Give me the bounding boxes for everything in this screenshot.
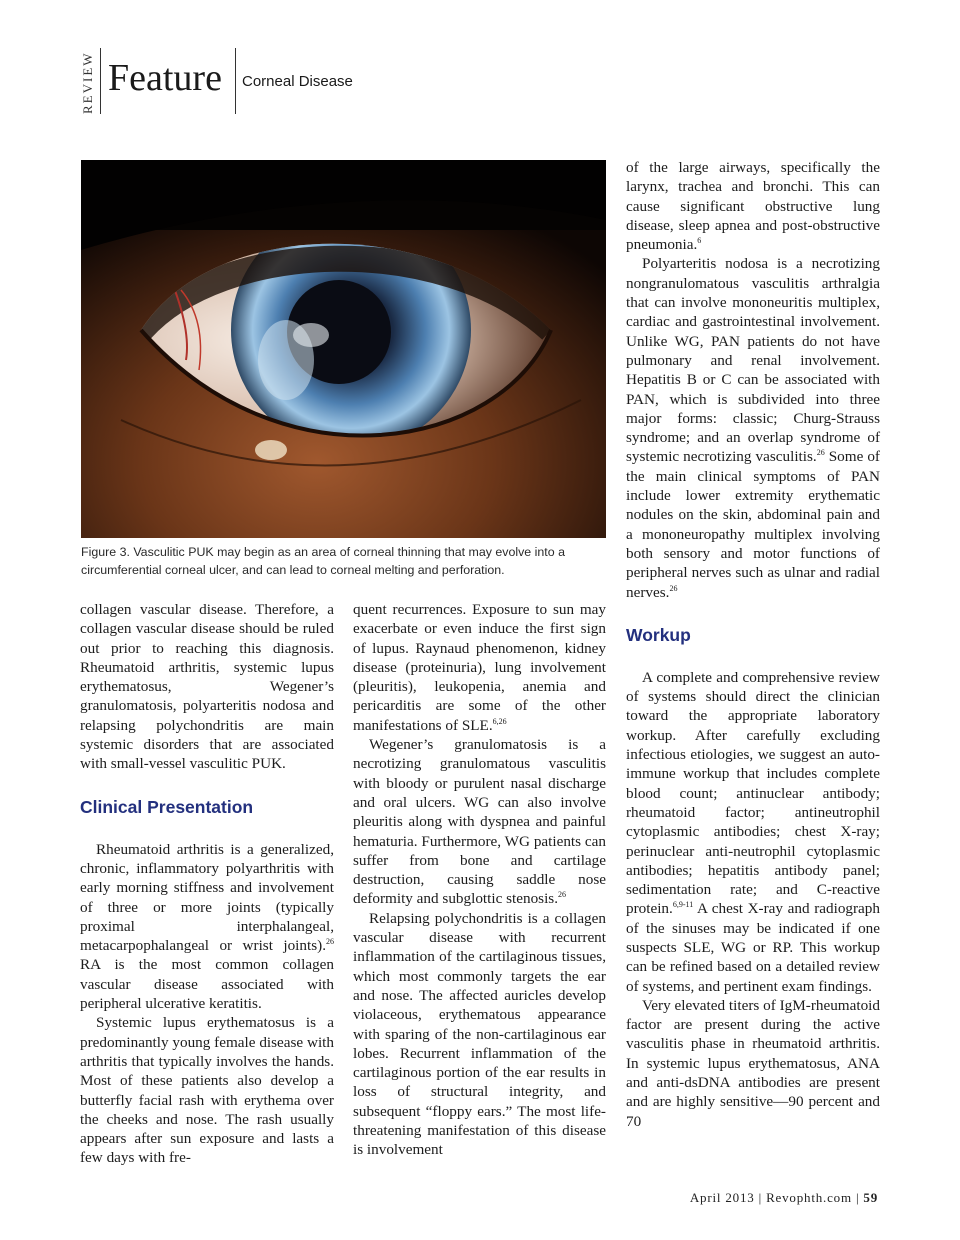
figure-caption: Figure 3. Vasculitic PUK may begin as an area of corneal thinning that may evolve into a circumferential corneal ulcer, and can lead to corneal melting and perforation. bbox=[81, 545, 565, 577]
paragraph: quent recurrences. Exposure to sun may exacerbate or even induce the first sign of lupus. Raynaud phenomenon, kidney disease (proteinuria), lung involvement (pleuritis), leukopenia, anemia and pericarditis are some of the other manifestations of SLE.$^{6,26}$ bbox=[353, 601, 606, 734]
text-column-2 bbox=[353, 600, 606, 1160]
footer-separator: | bbox=[855, 1190, 864, 1205]
issue-date: April 2013 bbox=[689, 1190, 755, 1205]
citation: 26 bbox=[558, 890, 567, 900]
page-footer bbox=[690, 1190, 878, 1206]
text-column-1 bbox=[80, 600, 334, 1168]
website: Revophth.com bbox=[766, 1190, 852, 1205]
eye-photo bbox=[81, 160, 606, 538]
paragraph: of the large airways, specifically the larynx, trachea and bronchi. This can cause significant obstructive lung disease, sleep apnea and post-obstructive pneumonia.$^6$ bbox=[626, 159, 880, 254]
header-divider bbox=[235, 48, 236, 114]
paragraph: Systemic lupus erythematosus is a predominantly young female disease with arthritis that typically involves the hands. Most of these patients also develop a butterfly facial rash with erythema over the cheeks and nose. The rash usually appears after sun exposure and lasts a few days with fre- bbox=[80, 1014, 334, 1167]
section-heading: Workup bbox=[626, 624, 691, 645]
paragraph: Very elevated titers of IgM-rheumatoid factor are present during the active vasculitis phase in rheumatoid arthritis. In systemic lupus erythematosus, ANA and anti-dsDNA antibodies are present and are highly sensitive—90 percent and 70 bbox=[626, 996, 880, 1130]
citation: 26 bbox=[816, 448, 825, 458]
paragraph: Wegener’s granulomatosis is a necrotizing granulomatous vasculitis with bloody or purulent nasal discharge and oral ulcers. WG can also involve pleuritis along with dyspnea and painful hematuria. Furthermore, WG patients can suffer from bone and cartilage destruction, causing saddle nose deformity and subglottic stenosis.$^{26}$ bbox=[353, 736, 606, 908]
paragraph: collagen vascular disease. Therefore, a collagen vascular disease should be ruled out prior to reaching this diagnosis. Rheumatoid arthritis, systemic lupus erythematosus, Wegener’s granulomatosis, polyarteritis nodosa and relapsing polychondritis are main systemic disorders that are associated with small-vessel vasculitic PUK. bbox=[80, 601, 334, 773]
citation: 6,26 bbox=[492, 716, 507, 726]
citation: 6,9-11 bbox=[672, 900, 694, 910]
footer-separator: | bbox=[758, 1190, 767, 1205]
paragraph: A complete and comprehensive review of systems should direct the clinician toward the appropriate laboratory workup. After carefully excluding infectious etiologies, we suggest an auto-immune workup that includes complete blood count; antinuclear antibody; rheumatoid factor; antineutrophil cytoplasmic antibodies; chest X-ray; perinuclear anti-neutrophil cytoplasmic antibodies; hepatitis antibody panel; sedimentation rate; and C-reactive protein.$^{6,9-11}$ A chest X-ray and radiograph of the sinuses may be indicated if one suspects SLE, WG or RP. This workup can be refined based on a detailed review of systems, and pertinent exam findings. bbox=[626, 668, 880, 995]
paragraph: Rheumatoid arthritis is a generalized, chronic, inflammatory polyarthritis with early morning stiffness and involvement of three or more joints (typically proximal interphalangeal, metacarpophalangeal or wrist joints).$^{26}$ RA is the most common collagen vascular disease associated with peripheral ulcerative keratitis. bbox=[80, 840, 334, 1013]
section-title: Corneal Disease bbox=[242, 73, 353, 90]
citation: 26 bbox=[669, 583, 678, 593]
text-column-3 bbox=[626, 158, 880, 1131]
paragraph: Polyarteritis nodosa is a necrotizing nongranulomatous vasculitis arthralgia that can involve mononeuritis multiplex, cardiac and gastrointestinal involvement. Unlike WG, PAN patients do not have pulmonary and renal involvement. Hepatitis B or C can be associated with PAN, which is subdivided into three major forms: classic; Churg-Strauss syndrome; and an overlap syndrome of systemic necrotizing vasculitis.$^{26}$ Some of the main clinical symptoms of PAN include lower extremity erythematic nodules on the skin, abdominal pain and a mononeuropathy multiplex involving both sensory and motor functions of peripheral nerves such as ulnar and radial nerves.$^{26}$ bbox=[626, 255, 880, 601]
citation: 26 bbox=[326, 937, 334, 947]
paragraph: Relapsing polychondritis is a collagen vascular disease with recurrent inflammation of the cartilaginous tissues, which most commonly targets the ear and nose. The affected auricles develop violaceous, erythematous appearance with sparing of the non-cartilaginous ear lobes. Recurrent inflammation of the cartilaginous portion of the ear results in loss of structural integrity, and subsequent “floppy ears.” The most life-threatening manifestation of this disease is involvement bbox=[353, 909, 606, 1159]
header-divider bbox=[100, 48, 101, 114]
review-label: REVIEW bbox=[80, 51, 95, 114]
page-number: 59 bbox=[863, 1190, 878, 1205]
feature-title: Feature bbox=[108, 57, 222, 99]
citation: 6 bbox=[697, 236, 702, 246]
section-heading: Clinical Presentation bbox=[80, 796, 254, 817]
